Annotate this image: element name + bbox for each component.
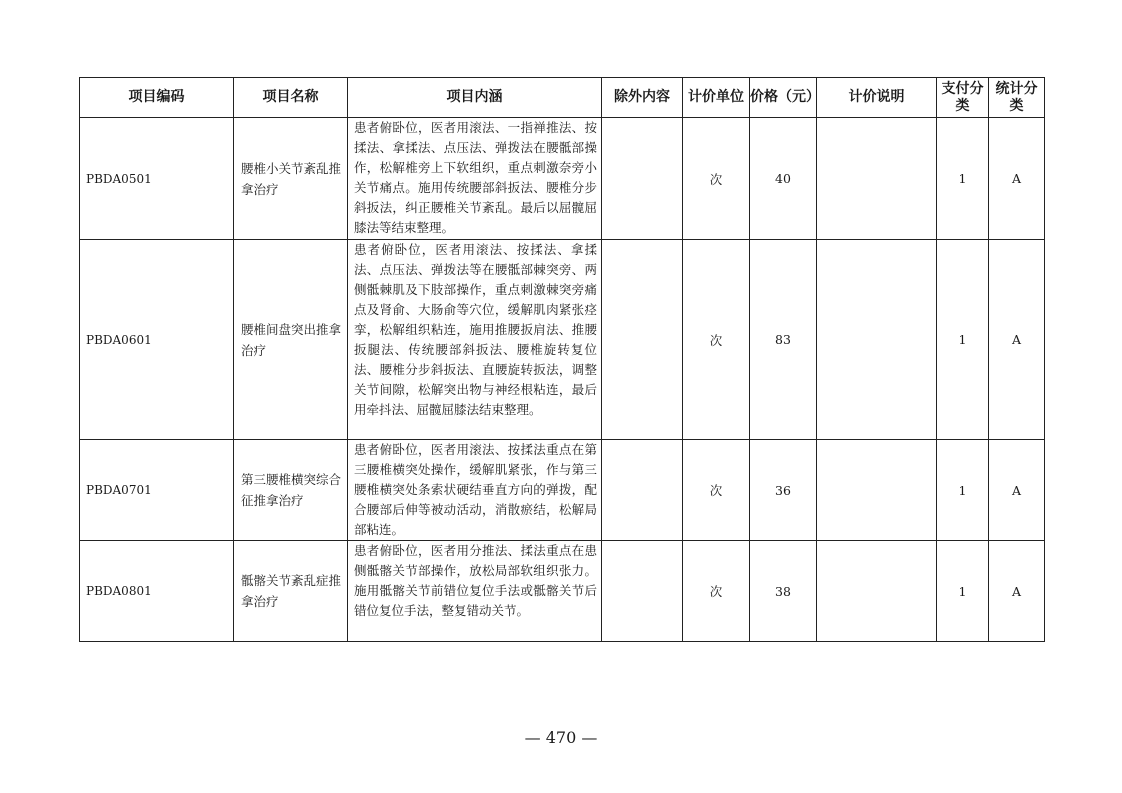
cell-name: 腰椎间盘突出推拿治疗 <box>234 240 348 440</box>
cell-content: 患者俯卧位，医者用滚法、按揉法重点在第三腰椎横突处操作，缓解肌紧张，作与第三腰椎横突处条索状硬结垂直方向的弹拨，配合腰部后伸等被动活动，消散瘀结，松解局部粘连。 <box>348 440 602 541</box>
cell-name: 骶髂关节紊乱症推拿治疗 <box>234 541 348 642</box>
cell-price: 40 <box>750 118 817 240</box>
cell-excluded <box>602 541 683 642</box>
cell-price: 38 <box>750 541 817 642</box>
table-row <box>80 118 1045 240</box>
cell-code: PBDA0801 <box>80 541 234 642</box>
cell-code: PBDA0601 <box>80 240 234 440</box>
header-name: 项目名称 <box>234 78 348 118</box>
header-price: 价格（元） <box>750 78 817 118</box>
cell-payment: 1 <box>937 440 989 541</box>
cell-payment: 1 <box>937 240 989 440</box>
cell-stat: A <box>989 240 1045 440</box>
cell-unit: 次 <box>683 440 750 541</box>
cell-excluded <box>602 118 683 240</box>
header-row <box>80 78 1045 118</box>
cell-note <box>817 118 937 240</box>
header-excluded: 除外内容 <box>602 78 683 118</box>
cell-price: 36 <box>750 440 817 541</box>
cell-note <box>817 440 937 541</box>
cell-stat: A <box>989 541 1045 642</box>
header-payment: 支付分类 <box>937 78 989 118</box>
cell-stat: A <box>989 118 1045 240</box>
cell-stat: A <box>989 440 1045 541</box>
cell-content: 患者俯卧位，医者用滚法、一指禅推法、按揉法、拿揉法、点压法、弹拨法在腰骶部操作，松解椎旁上下软组织，重点刺激奈旁小关节痛点。施用传统腰部斜扳法、腰椎分步斜扳法，纠正腰椎关节紊乱。最后以屈髋屈膝法等结束整理。 <box>348 118 602 240</box>
header-stat: 统计分类 <box>989 78 1045 118</box>
cell-unit: 次 <box>683 240 750 440</box>
table-row <box>80 240 1045 440</box>
table-row <box>80 440 1045 541</box>
header-note: 计价说明 <box>817 78 937 118</box>
cell-note <box>817 541 937 642</box>
cell-code: PBDA0501 <box>80 118 234 240</box>
cell-unit: 次 <box>683 541 750 642</box>
cell-code: PBDA0701 <box>80 440 234 541</box>
cell-name: 第三腰椎横突综合征推拿治疗 <box>234 440 348 541</box>
cell-unit: 次 <box>683 118 750 240</box>
cell-name: 腰椎小关节紊乱推拿治疗 <box>234 118 348 240</box>
page-number: — 470 — <box>524 728 598 747</box>
cell-excluded <box>602 240 683 440</box>
cell-payment: 1 <box>937 541 989 642</box>
header-unit: 计价单位 <box>683 78 750 118</box>
cell-price: 83 <box>750 240 817 440</box>
cell-content: 患者俯卧位，医者用分推法、揉法重点在患侧骶髂关节部操作，放松局部软组织张力。施用骶髂关节前错位复位手法或骶髂关节后错位复位手法，整复错动关节。 <box>348 541 602 642</box>
header-content: 项目内涵 <box>348 78 602 118</box>
cell-content: 患者俯卧位，医者用滚法、按揉法、拿揉法、点压法、弹拨法等在腰骶部棘突旁、两侧骶棘肌及下肢部操作，重点刺激棘突旁痛点及肾俞、大肠俞等穴位，缓解肌肉紧张痉挛，松解组织粘连，施用推腰扳肩法、推腰扳腿法、传统腰部斜扳法、腰椎旋转复位法、腰椎分步斜扳法、直腰旋转扳法，调整关节间隙，松解突出物与神经根粘连，最后用牵抖法、屈髋屈膝法结束整理。 <box>348 240 602 440</box>
table-row <box>80 541 1045 642</box>
cell-note <box>817 240 937 440</box>
fee-table <box>79 77 1045 642</box>
cell-payment: 1 <box>937 118 989 240</box>
header-code: 项目编码 <box>80 78 234 118</box>
cell-excluded <box>602 440 683 541</box>
